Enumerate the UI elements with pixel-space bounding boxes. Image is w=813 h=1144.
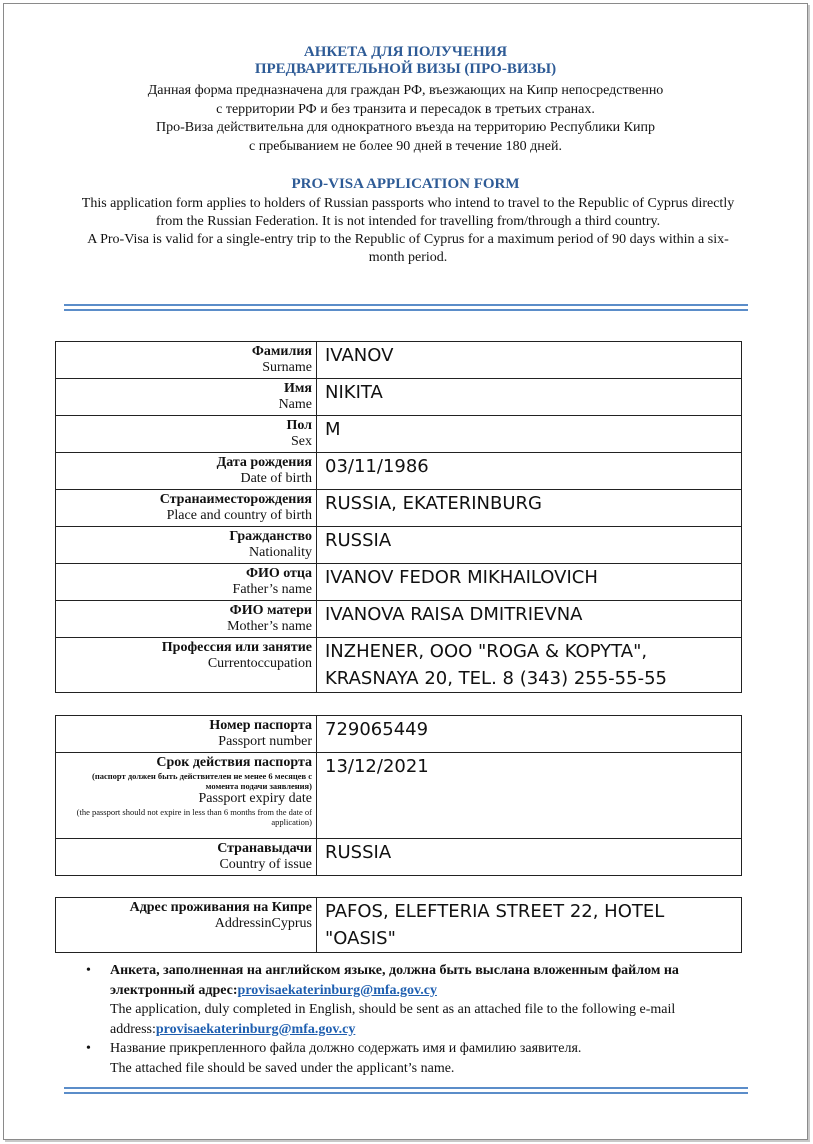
note-1-en (110, 1000, 764, 1039)
label-ru: Странаиместорождения (159, 492, 312, 507)
label-ru: ФИО матери (229, 603, 312, 618)
personal-data-table (55, 341, 742, 693)
sex-label (56, 416, 317, 453)
address-label (56, 898, 317, 953)
label-en: Father’s name (232, 582, 312, 597)
label-ru: Фамилия (251, 344, 312, 359)
fathers-name-label (56, 564, 317, 601)
intro-ru (4, 82, 807, 156)
table-row (56, 342, 742, 379)
address-table (55, 897, 742, 953)
intro-ru-line: Про-Виза действительна для однократного въезда на территорию Республики Кипр (156, 120, 655, 135)
label-en: Sex (291, 434, 312, 449)
sex-field[interactable]: M (317, 416, 742, 453)
table-row (56, 379, 742, 416)
note-1-ru (110, 961, 764, 1000)
table-row (56, 453, 742, 490)
note-1-ru-text: Анкета, заполненная на английском языке, должна быть выслана вложенным файлом на электронный адрес: (110, 963, 679, 998)
occupation-field[interactable]: INZHENER, OOO "ROGA & KOPYTA", KRASNAYA 20, TEL. 8 (343) 255-55-55 (317, 638, 742, 693)
surname-label (56, 342, 317, 379)
table-row (56, 638, 742, 693)
label-en: Mother’s name (227, 619, 312, 634)
label-ru: Адрес проживания на Кипре (129, 900, 312, 915)
nationality-label (56, 527, 317, 564)
label-note-ru: (паспорт должен быть действителен не менее 6 месяцев с момента подачи заявления) (92, 771, 312, 791)
name-field[interactable]: NIKITA (317, 379, 742, 416)
label-en: AddressinCyprus (214, 916, 312, 931)
note-2-ru: Название прикрепленного файла должно содержать имя и фамилию заявителя. (110, 1041, 582, 1056)
document-page (3, 3, 808, 1140)
intro-ru-line: с пребыванием не более 90 дней в течение 180 дней. (249, 138, 562, 154)
form-title-ru-line2: ПРЕДВАРИТЕЛЬНОЙ ВИЗЫ (ПРО-ВИЗЫ) (254, 61, 557, 77)
label-en: Passport number (218, 734, 312, 749)
label-ru: Дата рождения (216, 455, 312, 470)
intro-ru-line: Данная форма предназначена для граждан РФ, въезжающих на Кипр непосредственно (147, 83, 664, 98)
label-ru: Гражданство (229, 529, 312, 544)
passport-number-field[interactable]: 729065449 (317, 716, 742, 753)
date-of-birth-label (56, 453, 317, 490)
label-en: Place and country of birth (166, 508, 312, 523)
label-en: Currentoccupation (207, 656, 312, 671)
label-ru: Номер паспорта (209, 718, 312, 733)
footer-divider (64, 1087, 748, 1094)
passport-expiry-label (56, 753, 317, 839)
label-ru: Профессия или занятие (161, 640, 312, 655)
intro-ru-line: с территории РФ и без транзита и пересадок в третьих странах. (216, 101, 595, 117)
place-of-birth-label (56, 490, 317, 527)
label-en: Country of issue (219, 857, 312, 872)
passport-expiry-field[interactable]: 13/12/2021 (317, 753, 742, 839)
fathers-name-field[interactable]: IVANOV FEDOR MIKHAILOVICH (317, 564, 742, 601)
label-en: Passport expiry date (198, 791, 312, 806)
label-ru: Пол (286, 418, 312, 433)
surname-field[interactable]: IVANOV (317, 342, 742, 379)
table-row (56, 490, 742, 527)
table-row (56, 839, 742, 876)
table-row (56, 416, 742, 453)
header-divider (64, 304, 748, 311)
email-link-ru[interactable]: provisaekaterinburg@mfa.gov.cy (237, 982, 437, 998)
label-en: Name (278, 397, 312, 412)
address-field[interactable]: PAFOS, ELEFTERIA STREET 22, HOTEL "OASIS" (317, 898, 742, 953)
notes-list (84, 961, 764, 1078)
table-row (56, 601, 742, 638)
bullet-icon: • (86, 963, 91, 978)
label-en: Nationality (249, 545, 312, 560)
passport-number-label (56, 716, 317, 753)
label-ru: Странавыдачи (217, 841, 312, 856)
intro-en-paragraph-2: A Pro-Visa is valid for a single-entry trip to the Republic of Cyprus for a maximum period of 90 days within a six-month period. (87, 232, 729, 265)
table-row (56, 753, 742, 839)
note-2-en: The attached file should be saved under the applicant’s name. (110, 1060, 455, 1076)
intro-en (76, 195, 740, 267)
label-note-en: (the passport should not expire in less than 6 months from the date of application) (76, 807, 312, 827)
mothers-name-field[interactable]: IVANOVA RAISA DMITRIEVNA (317, 601, 742, 638)
date-of-birth-field[interactable]: 03/11/1986 (317, 453, 742, 490)
passport-table (55, 715, 742, 876)
list-item (84, 961, 764, 1039)
table-row (56, 716, 742, 753)
label-ru: Срок действия паспорта (156, 755, 312, 770)
country-of-issue-label (56, 839, 317, 876)
list-item (84, 1039, 764, 1078)
place-of-birth-field[interactable]: RUSSIA, EKATERINBURG (317, 490, 742, 527)
mothers-name-label (56, 601, 317, 638)
table-row (56, 564, 742, 601)
name-label (56, 379, 317, 416)
label-en: Surname (262, 360, 312, 375)
nationality-field[interactable]: RUSSIA (317, 527, 742, 564)
email-link-en[interactable]: provisaekaterinburg@mfa.gov.cy (155, 1021, 356, 1037)
table-row (56, 898, 742, 953)
occupation-label (56, 638, 317, 693)
note-1-en-text: The application, duly completed in English, should be sent as an attached file to the following e-mail address: (110, 1002, 676, 1037)
label-ru: Имя (284, 381, 312, 396)
country-of-issue-field[interactable]: RUSSIA (317, 839, 742, 876)
label-ru: ФИО отца (245, 566, 312, 581)
table-row (56, 527, 742, 564)
form-title-ru-line1: АНКЕТА ДЛЯ ПОЛУЧЕНИЯ (303, 44, 508, 60)
form-title-en: PRO-VISA APPLICATION FORM (291, 176, 520, 192)
intro-en-paragraph-1: This application form applies to holders of Russian passports who intend to travel to the Republic of Cyprus directly from the Russian Federation. It is not intended for travelling from/through a third country. (81, 196, 735, 229)
bullet-icon: • (86, 1041, 91, 1056)
label-en: Date of birth (240, 471, 312, 486)
form-title-ru (4, 44, 807, 78)
